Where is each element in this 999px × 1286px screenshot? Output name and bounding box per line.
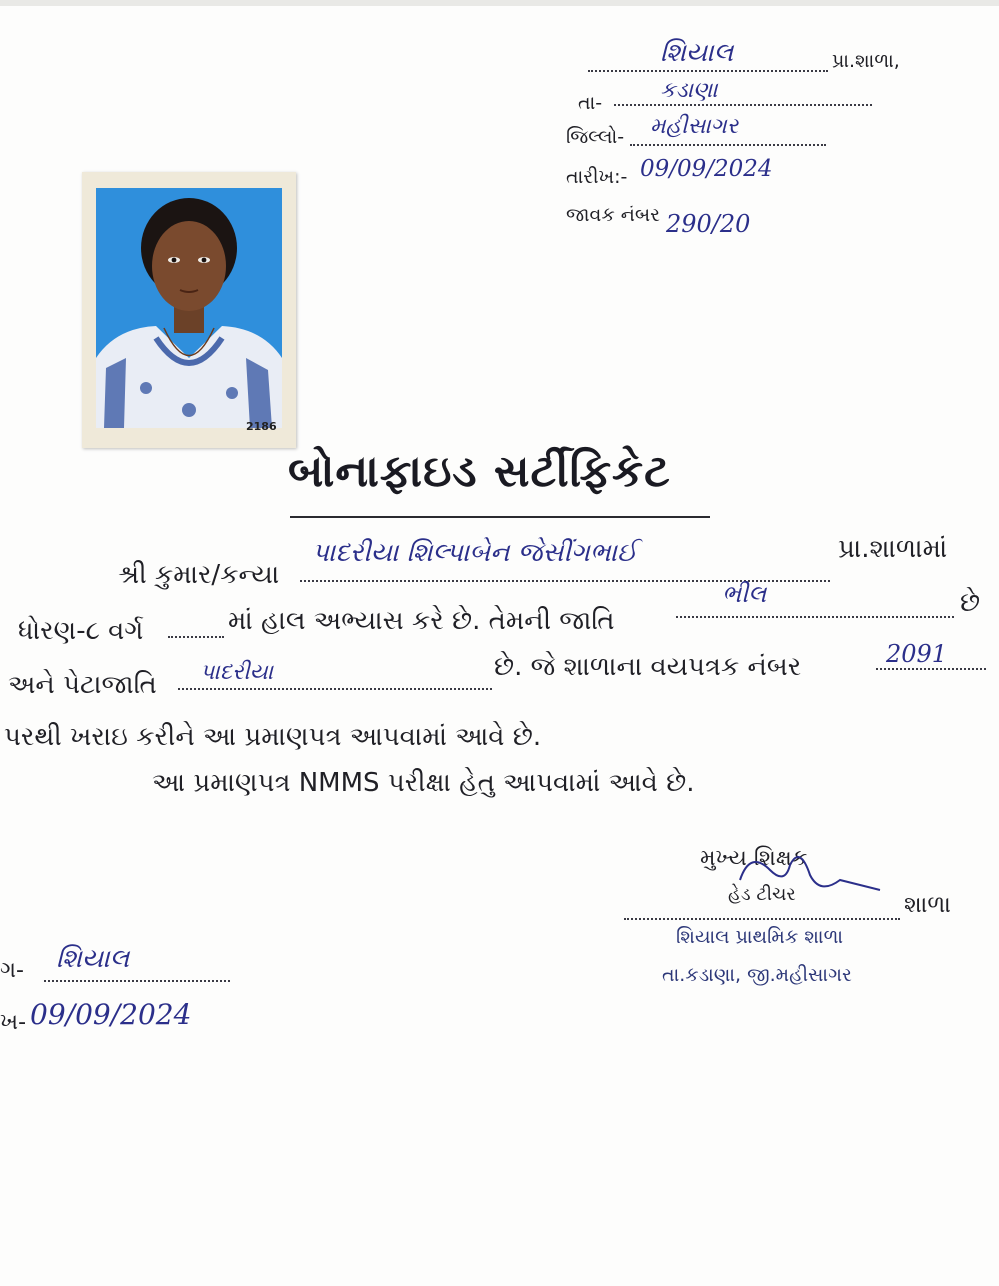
register-number-underline — [876, 668, 986, 670]
subcaste-underline — [178, 688, 492, 690]
nmms-purpose-line: આ પ્રમાણપત્ર NMMS પરીક્ષા હેતુ આપવામાં આવે છે. — [152, 768, 695, 798]
line1-prefix: શ્રી કુમાર/કન્યા — [118, 560, 280, 590]
date-label: તારીખ:- — [566, 166, 628, 188]
photo-number: 2186 — [246, 420, 277, 433]
student-photo — [96, 188, 282, 428]
school-name-underline — [588, 70, 828, 72]
certificate-title: બોનાફાઇડ સર્ટીફિકેટ — [288, 446, 671, 497]
page-top-edge — [0, 0, 999, 6]
school-stamp-line1: શિયાલ પ્રાથમિક શાળા — [676, 926, 844, 948]
footer-date-handwritten: 09/09/2024 — [30, 998, 192, 1031]
student-name-handwritten: પાદરીયા શિલ્પાબેન જેસીંગભાઈ — [312, 538, 638, 568]
title-underline — [290, 516, 710, 518]
line3-prefix: અને પેટાજાતિ — [8, 670, 157, 700]
footer-place-underline — [44, 980, 230, 982]
head-teacher-title: હેડ ટીચર — [728, 884, 796, 905]
footer-place-label: ગ- — [0, 958, 24, 983]
signature-scribble-icon — [730, 840, 890, 900]
line4: પરથી ખરાઇ કરીને આ પ્રમાણપત્ર આપવામાં આવે છે. — [4, 722, 542, 752]
taluka-label: તા- — [578, 92, 603, 114]
school-stamp-line2: તા.કડાણા, જી.મહીસાગર — [662, 964, 852, 986]
school-signature-underline — [624, 918, 900, 920]
division-underline — [168, 636, 224, 638]
taluka-underline — [614, 104, 872, 106]
signature-school-suffix: શાળા — [904, 892, 951, 918]
district-handwritten: મહીસાગર — [650, 114, 739, 139]
student-portrait-icon — [96, 188, 282, 428]
line3-middle: છે. જે શાળાના વયપત્રક નંબર — [494, 652, 802, 682]
footer-date-label: ખ- — [0, 1010, 27, 1035]
subcaste-handwritten: પાદરીયા — [200, 660, 274, 685]
outward-number-label: જાવક નંબર — [566, 204, 661, 226]
footer-place-handwritten: શિયાલ — [56, 944, 130, 974]
head-teacher-title-gujarati: મુખ્ય શિક્ષક — [700, 846, 808, 871]
school-name-handwritten: શિયાલ — [660, 38, 734, 68]
line2-prefix: ધોરણ-૮ વર્ગ — [18, 616, 144, 646]
outward-number-handwritten: 290/20 — [666, 210, 751, 238]
caste-handwritten: ભીલ — [722, 580, 767, 608]
line1-suffix: પ્રા.શાળામાં — [838, 534, 948, 564]
line2-middle: માં હાલ અભ્યાસ કરે છે. તેમની જાતિ — [228, 606, 615, 636]
line2-suffix: છે — [960, 588, 981, 618]
taluka-handwritten: કડાણા — [660, 78, 718, 103]
register-number-handwritten: 2091 — [886, 640, 948, 668]
district-label: જિલ્લો- — [566, 126, 625, 148]
district-underline — [630, 144, 826, 146]
school-suffix: પ્રા.શાળા, — [832, 50, 900, 72]
caste-underline — [676, 616, 954, 618]
date-handwritten: 09/09/2024 — [640, 156, 773, 182]
